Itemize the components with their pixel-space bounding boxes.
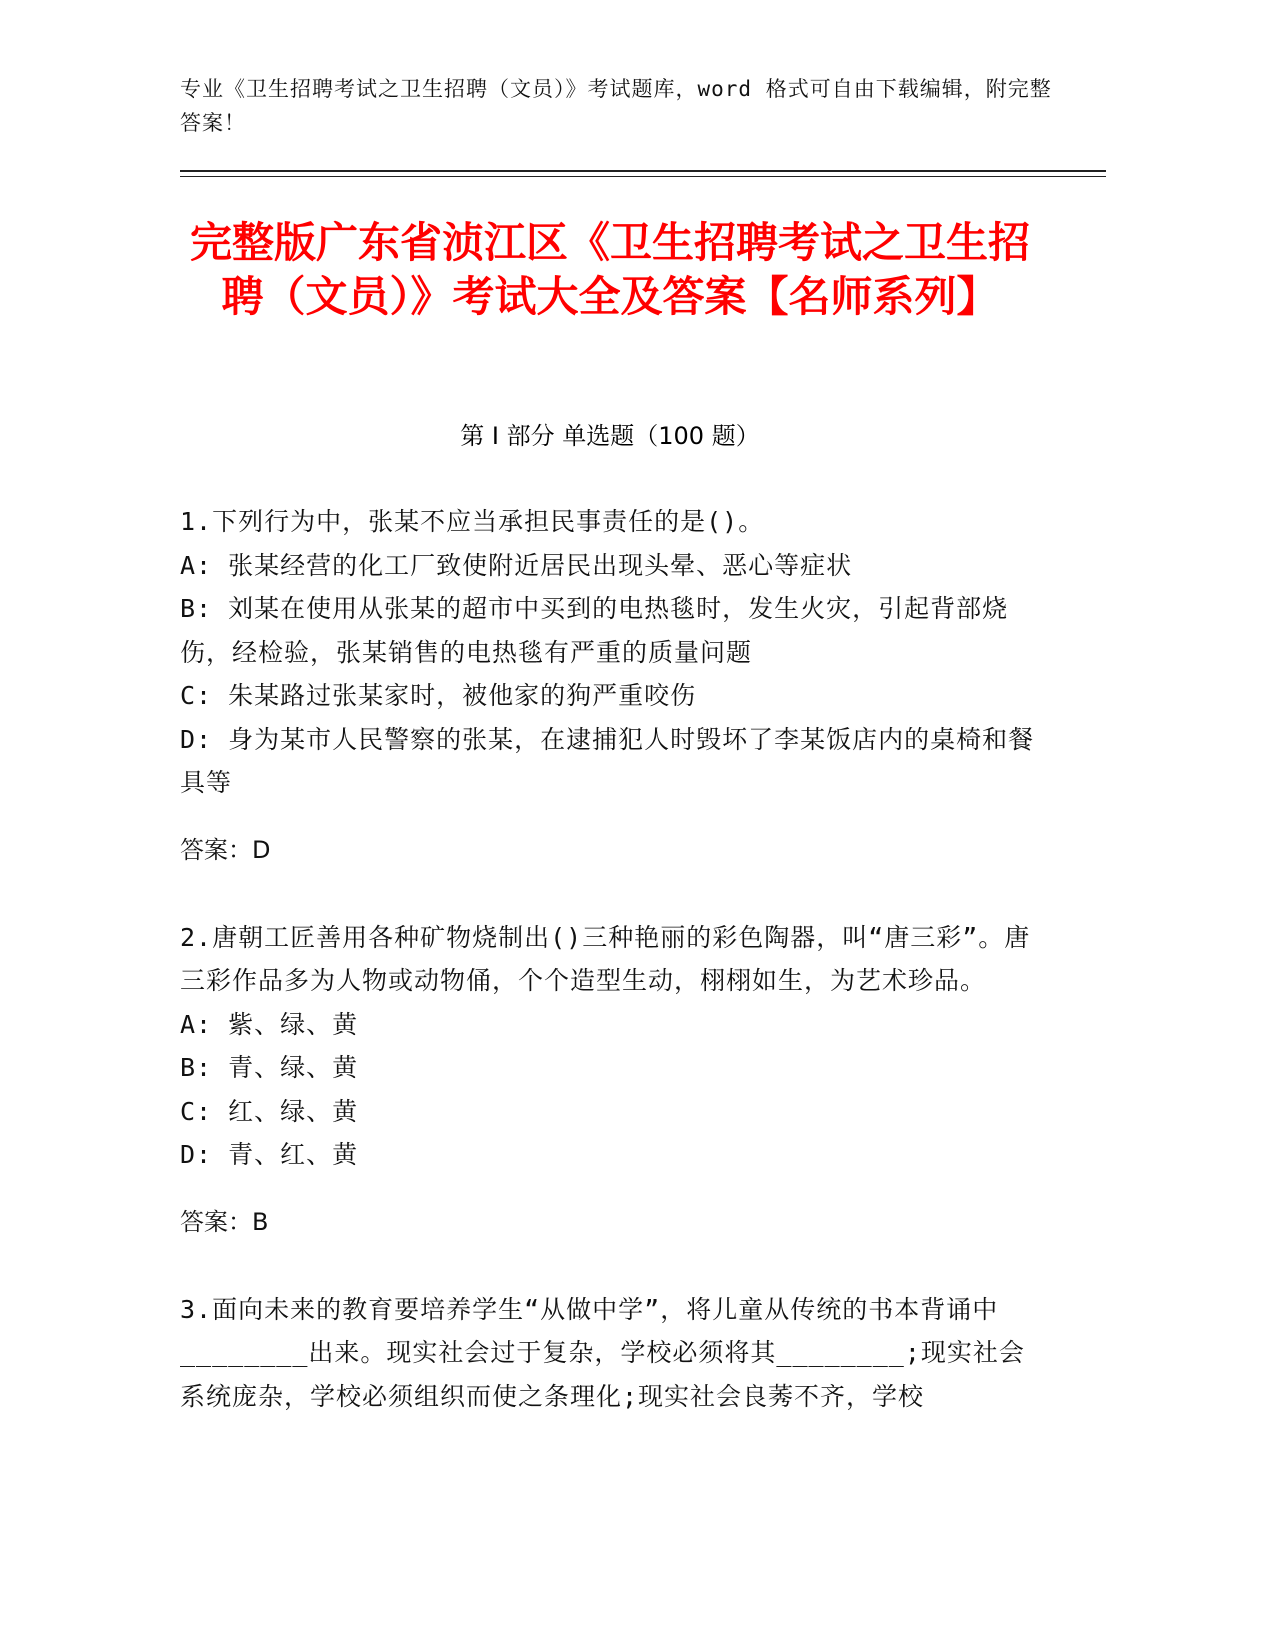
header-divider-thin bbox=[180, 176, 1106, 177]
question-1 bbox=[180, 500, 1040, 872]
option-c: C: 朱某路过张某家时，被他家的狗严重咬伤 bbox=[180, 681, 697, 710]
option-b: B: 青、绿、黄 bbox=[180, 1053, 359, 1082]
header-note: 专业《卫生招聘考试之卫生招聘（文员）》考试题库，word 格式可自由下载编辑，附完整答案！ bbox=[180, 77, 1052, 135]
option-c: C: 红、绿、黄 bbox=[180, 1096, 359, 1126]
option-d: D: 青、红、黄 bbox=[180, 1140, 359, 1169]
question-2 bbox=[180, 916, 1040, 1245]
document-title: 完整版广东省浈江区《卫生招聘考试之卫生招聘（文员）》考试大全及答案【名师系列】 bbox=[189, 218, 1030, 321]
option-d: D: 身为某市人民警察的张某，在逮捕犯人时毁坏了李某饭店内的桌椅和餐具等 bbox=[180, 724, 1035, 797]
question-list bbox=[180, 500, 1040, 1462]
question-stem: 2.唐朝工匠善用各种矿物烧制出()三种艳丽的彩色陶器，叫“唐三彩”。唐三彩作品多为人物或动物俑，个个造型生动，栩栩如生，为艺术珍品。 bbox=[180, 922, 1031, 995]
option-a: A: 紫、绿、黄 bbox=[180, 1009, 359, 1039]
question-stem: 1.下列行为中，张某不应当承担民事责任的是()。 bbox=[180, 507, 765, 536]
header-divider-thick bbox=[180, 170, 1106, 172]
option-b: B: 刘某在使用从张某的超市中买到的电热毯时，发生火灾，引起背部烧伤，经检验，张某销售的电热毯有严重的质量问题 bbox=[180, 594, 1009, 667]
answer-label: 答案：B bbox=[180, 1207, 269, 1236]
question-stem: 3.面向未来的教育要培养学生“从做中学”，将儿童从传统的书本背诵中________出来。现实社会过于复杂，学校必须将其________;现实社会系统庞杂，学校必须组织而使之条理化;现实社会良莠不齐，学校 bbox=[180, 1294, 1025, 1411]
section-title: 第 I 部分 单选题（100 题） bbox=[460, 422, 760, 450]
option-a: A: 张某经营的化工厂致使附近居民出现头晕、恶心等症状 bbox=[180, 550, 853, 580]
question-3 bbox=[180, 1288, 1040, 1419]
answer-label: 答案：D bbox=[180, 835, 271, 864]
